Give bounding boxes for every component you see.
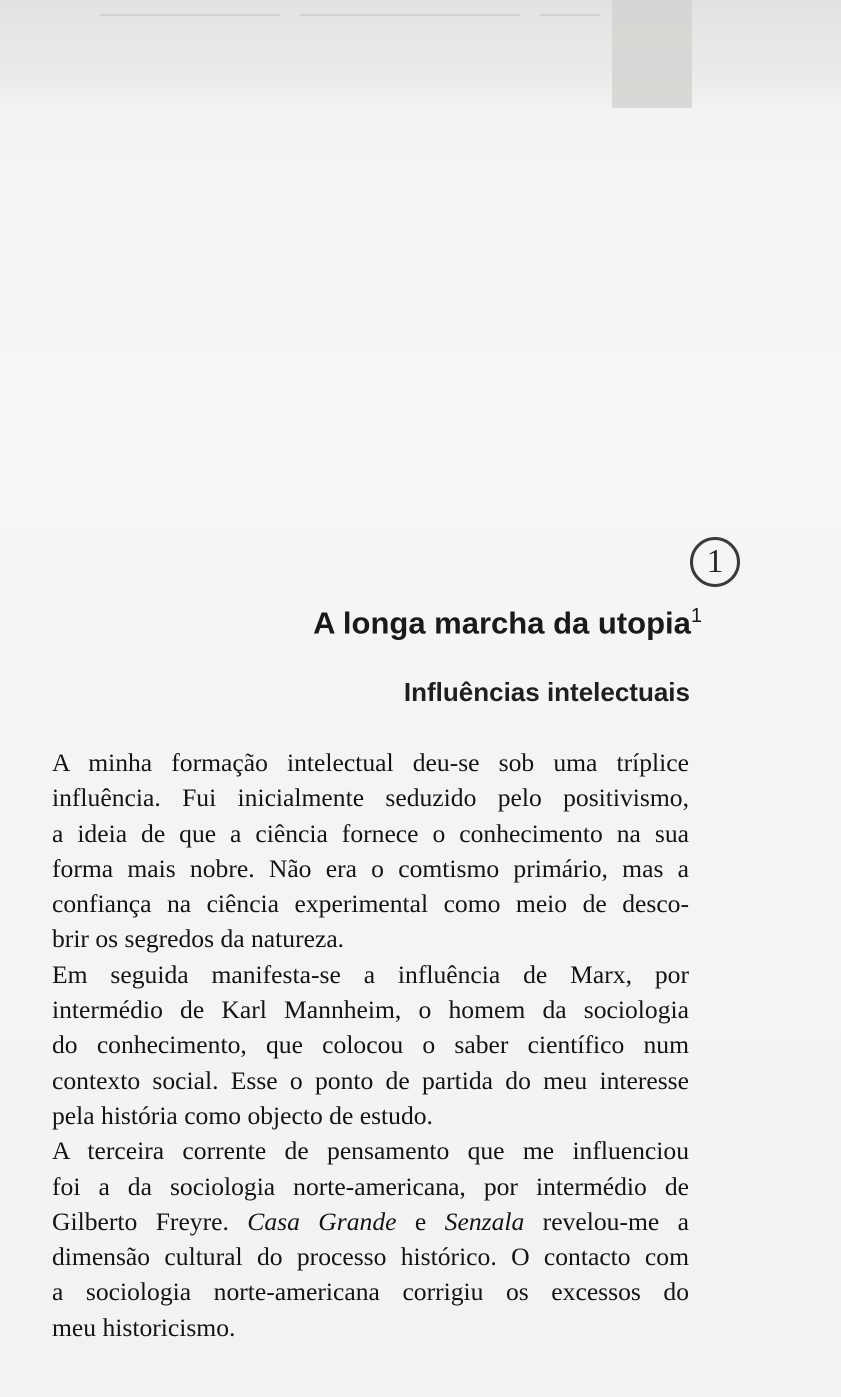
text-line: forma mais nobre. Não era o comtismo primário, mas a xyxy=(52,853,689,883)
footnote-marker: 1 xyxy=(690,605,702,627)
faint-line xyxy=(300,14,520,16)
text-fragment: revelou-me a xyxy=(524,1206,689,1236)
text-line: contexto social. Esse o ponto de partida do meu interesse xyxy=(52,1065,689,1095)
text-line: A terceira corrente de pensamento que me influenciou xyxy=(52,1136,689,1166)
section-heading: Influências intelectuais xyxy=(403,677,690,707)
text-line: A minha formação intelectual deu-se sob uma tríplice xyxy=(52,748,689,777)
faint-line xyxy=(540,14,600,16)
book-title-senzala: Senzala xyxy=(444,1206,525,1236)
text-line: a ideia de que a ciência fornece o conhecimento na sua xyxy=(52,818,689,848)
text-fragment: Gilberto Freyre. xyxy=(52,1206,248,1236)
text-line: a sociologia norte-americana corrigiu os excessos do xyxy=(52,1277,689,1307)
text-line: dimensão cultural do processo histórico. O contacto com xyxy=(52,1242,689,1272)
book-title-casa-grande: Casa Grande xyxy=(247,1206,397,1236)
text-fragment: e xyxy=(396,1206,445,1236)
chapter-title xyxy=(270,605,702,641)
top-shadow-strip xyxy=(0,0,841,110)
chapter-title-text: A longa marcha da utopia xyxy=(313,605,691,641)
text-line: brir os segredos da natureza. xyxy=(52,924,345,954)
text-line: do conhecimento, que colocou o saber científico num xyxy=(52,1030,689,1060)
text-line: influência. Fui inicialmente seduzido pelo positivismo, xyxy=(52,783,689,813)
faint-line xyxy=(100,14,280,16)
chapter-number-badge xyxy=(690,537,740,587)
text-line-with-italics xyxy=(52,1204,689,1239)
text-line: confiança na ciência experimental como meio de desco- xyxy=(52,889,689,919)
chapter-number: 1 xyxy=(706,543,724,580)
text-line: foi a da sociologia norte-americana, por intermédio de xyxy=(52,1171,689,1201)
text-line: Em seguida manifesta-se a influência de Marx, por xyxy=(52,959,689,989)
top-gray-block xyxy=(612,0,692,108)
text-line: meu historicismo. xyxy=(52,1312,236,1342)
text-line: pela história como objecto de estudo. xyxy=(52,1100,433,1130)
text-line: intermédio de Karl Mannheim, o homem da sociologia xyxy=(52,995,689,1025)
body-text xyxy=(52,745,689,1345)
